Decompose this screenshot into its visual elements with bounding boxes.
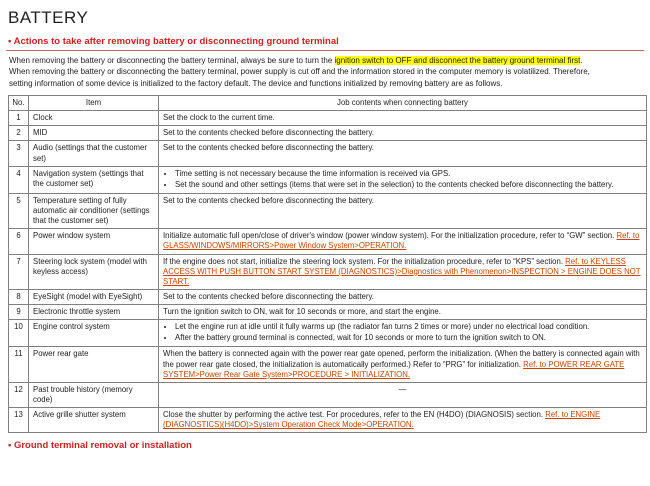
intro-line-1 [9,55,644,66]
job-text: Turn the ignition switch to ON, wait for 10 seconds or more, and start the engine. [163,307,441,317]
cell-no: 7 [9,254,29,289]
cell-job [159,126,647,141]
table-row [9,347,647,382]
table-row [9,320,647,347]
cell-item: Power rear gate [29,347,159,382]
cell-job [159,320,647,347]
cell-item: Past trouble history (memory code) [29,382,159,407]
job-bullet-list [163,169,642,190]
cell-job [159,289,647,304]
table-header [9,96,647,111]
cell-job [159,166,647,193]
intro-line-2: When removing the battery or disconnecting the battery terminal, power supply is cut off and the information stored in the computer memory is volatilized. Therefore, [9,67,590,77]
table-row [9,126,647,141]
battery-jobs-table [8,95,647,433]
job-bullet-item: • Let the engine run at idle until it fully warms up (the radiator fan turns 2 times or more) under no electrical load condition. [175,322,642,332]
cell-no: 13 [9,408,29,433]
job-text: When the battery is connected again with the power rear gate opened, perform the initialization. (When the battery is connected again with the power rear gate closed, the initialization is automatically performed.) Refer to “PRG” for initialization. [163,349,640,369]
cell-job [159,382,647,407]
section-heading [8,36,644,47]
section-heading-label: Actions to take after removing battery or disconnecting ground terminal [13,36,339,47]
reference-link[interactable]: Ref. to ENGINE (DIAGNOSTICS)(H4DO)>System Operation Check Mode>OPERATION. [163,410,601,430]
table-body [9,111,647,433]
job-bullet-list [163,322,642,343]
job-text: Set to the contents checked before disconnecting the battery. [163,195,374,205]
column-header-item: Item [29,96,159,111]
job-text: Set to the contents checked before disconnecting the battery. [163,291,374,301]
cell-no: 5 [9,193,29,228]
intro-highlight: ignition switch to OFF and disconnect the battery ground terminal first [334,56,581,65]
cell-no: 6 [9,229,29,254]
cell-job [159,305,647,320]
job-text: — [398,384,407,394]
job-text: Initialize automatic full open/close of driver's window (power window system). For the initialization procedure, refer to “GW” section. [163,231,617,241]
cell-job [159,347,647,382]
reference-link[interactable]: Ref. to GLASS/WINDOWS/MIRRORS>Power Window System>OPERATION. [163,231,640,251]
job-text: If the engine does not start, initialize the steering lock system. For the initialization procedure, refer to “KPS” section. [163,256,566,266]
column-header-no: No. [9,96,29,111]
cell-job [159,254,647,289]
table-row [9,193,647,228]
cell-item: EyeSight (model with EyeSight) [29,289,159,304]
column-header-job: Job contents when connecting battery [159,96,647,111]
footer-heading-label: Ground terminal removal or installation [13,440,192,452]
table-row [9,305,647,320]
table-row [9,141,647,166]
cell-item: Navigation system (settings that the customer set) [29,166,159,193]
divider [6,50,644,51]
cell-no: 3 [9,141,29,166]
cell-no: 4 [9,166,29,193]
cell-item: Clock [29,111,159,126]
job-text: Set to the contents checked before disconnecting the battery. [163,143,374,153]
cell-item: Power window system [29,229,159,254]
table-row [9,289,647,304]
cell-job [159,193,647,228]
cell-item: Engine control system [29,320,159,347]
table-row [9,166,647,193]
job-bullet-item: • After the battery ground terminal is connected, wait for 10 seconds or more to turn the ignition switch to ON. [175,333,642,343]
table-row [9,254,647,289]
table-row [9,111,647,126]
cell-no: 9 [9,305,29,320]
job-text: Set the clock to the current time. [163,113,275,123]
cell-item: Electronic throttle system [29,305,159,320]
footer-heading [8,440,644,451]
cell-item: Audio (settings that the customer set) [29,141,159,166]
table-row [9,408,647,433]
cell-job [159,229,647,254]
intro-line-1-pre: When removing the battery or disconnecting the battery terminal, always be sure to turn the [9,56,335,65]
bullet-glyph: • [8,36,12,47]
table-row [9,382,647,407]
cell-no: 10 [9,320,29,347]
cell-no: 2 [9,126,29,141]
cell-item: Steering lock system (model with keyless access) [29,254,159,289]
cell-no: 8 [9,289,29,304]
intro-line-1-post: . [580,56,583,65]
job-text: Set to the contents checked before disconnecting the battery. [163,128,374,138]
cell-job [159,408,647,433]
intro-line-3: setting information of some device is initialized to the factory default. The device and functions initialized by removing battery are as follows. [9,78,503,88]
table-header-row [9,96,647,111]
cell-job [159,111,647,126]
intro-text [9,55,644,89]
cell-item: Temperature setting of fully automatic air conditioner (settings that the customer set) [29,193,159,228]
cell-item: MID [29,126,159,141]
cell-item: Active grille shutter system [29,408,159,433]
bullet-glyph-footer: • [8,440,12,452]
cell-no: 1 [9,111,29,126]
cell-no: 12 [9,382,29,407]
job-bullet-item: • Time setting is not necessary because the time information is received via GPS. [175,169,642,179]
cell-job [159,141,647,166]
page-title: BATTERY [8,8,89,27]
job-text: Close the shutter by performing the active test. For procedures, refer to the EN (H4DO) (DIAGNOSIS) section. [163,410,546,420]
reference-link[interactable]: Ref. to KEYLESS ACCESS WITH PUSH BUTTON START SYSTEM (DIAGNOSTICS)>Diagnostics with Phenomenon>INSPECTION > ENGINE DOES NOT START. [163,256,641,286]
table-row [9,229,647,254]
reference-link[interactable]: Ref. to POWER REAR GATE SYSTEM>Power Rear Gate System>PROCEDURE > INITIALIZATION. [163,359,625,379]
cell-no: 11 [9,347,29,382]
job-bullet-item: • Set the sound and other settings (items that were set in the selection) to the contents checked before disconnecting the battery. [175,180,642,190]
